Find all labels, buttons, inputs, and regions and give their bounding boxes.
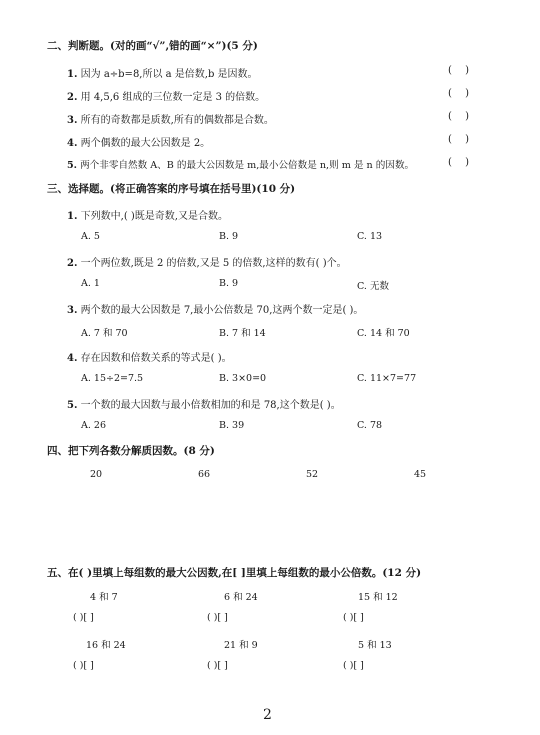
section-5-title: 五、在( )里填上每组数的最大公因数,在[ ]里填上每组数的最小公倍数。(12 分) — [47, 567, 422, 579]
option-b: B. 7 和 14 — [219, 328, 266, 339]
question-number: 1. — [67, 69, 78, 80]
gcd-lcm-blank: ( )[ ] — [73, 612, 94, 623]
question-number: 1. — [67, 211, 78, 222]
option-a: A. 1 — [81, 278, 100, 289]
number-pair: 6 和 24 — [224, 592, 258, 603]
number-to-factor: 20 — [90, 469, 103, 480]
question-text: 两个数的最大公因数是 7,最小公倍数是 70,这两个数一定是( )。 — [80, 305, 364, 316]
choice-question-1 — [67, 207, 228, 222]
question-number: 2. — [67, 258, 78, 269]
answer-parentheses: ( ) — [448, 157, 469, 168]
question-text: 两个非零自然数 A、B 的最大公因数是 m,最小公倍数是 n,则 m 是 n 的因数。 — [80, 160, 415, 171]
number-pair: 4 和 7 — [90, 592, 118, 603]
choice-question-5 — [67, 396, 341, 411]
choice-question-4 — [67, 349, 232, 364]
question-number: 2. — [67, 92, 78, 103]
judgment-question-2 — [67, 88, 265, 103]
question-number: 4. — [67, 353, 78, 364]
option-c: C. 13 — [357, 231, 383, 242]
question-number: 3. — [67, 115, 78, 126]
option-a: A. 15÷2=7.5 — [81, 373, 144, 384]
section-4-title: 四、把下列各数分解质因数。(8 分) — [47, 445, 215, 457]
gcd-lcm-blank: ( )[ ] — [207, 612, 228, 623]
option-b: B. 39 — [219, 420, 245, 431]
judgment-question-4 — [67, 134, 210, 149]
section-3-title: 三、选择题。(将正确答案的序号填在括号里)(10 分) — [47, 183, 296, 195]
number-pair: 16 和 24 — [86, 640, 126, 651]
judgment-question-5 — [67, 157, 414, 171]
question-text: 用 4,5,6 组成的三位数一定是 3 的倍数。 — [80, 92, 266, 103]
number-to-factor: 66 — [198, 469, 211, 480]
option-b: B. 3×0=0 — [219, 373, 267, 384]
question-text: 所有的奇数都是质数,所有的偶数都是合数。 — [80, 115, 274, 126]
question-text: 两个偶数的最大公因数是 2。 — [80, 138, 211, 149]
gcd-lcm-blank: ( )[ ] — [343, 612, 364, 623]
option-b: B. 9 — [219, 231, 239, 242]
question-text: 存在因数和倍数关系的等式是( )。 — [80, 353, 232, 364]
answer-parentheses: ( ) — [448, 134, 469, 145]
option-c: C. 11×7=77 — [357, 373, 417, 384]
gcd-lcm-blank: ( )[ ] — [207, 660, 228, 671]
section-2-title: 二、判断题。(对的画“√”,错的画“×”)(5 分) — [47, 40, 258, 52]
question-number: 3. — [67, 305, 78, 316]
gcd-lcm-blank: ( )[ ] — [343, 660, 364, 671]
answer-parentheses: ( ) — [448, 111, 469, 122]
answer-parentheses: ( ) — [448, 88, 469, 99]
judgment-question-3 — [67, 111, 274, 126]
choice-question-3 — [67, 301, 363, 316]
answer-parentheses: ( ) — [448, 65, 469, 76]
option-c: C. 无数 — [357, 281, 389, 292]
number-to-factor: 52 — [306, 469, 319, 480]
question-text: 一个数的最大因数与最小倍数相加的和是 78,这个数是( )。 — [80, 400, 341, 411]
question-number: 4. — [67, 138, 78, 149]
option-a: A. 26 — [81, 420, 106, 431]
option-b: B. 9 — [219, 278, 239, 289]
option-a: A. 5 — [81, 231, 100, 242]
number-pair: 5 和 13 — [358, 640, 392, 651]
question-number: 5. — [67, 160, 78, 171]
question-text: 一个两位数,既是 2 的倍数,又是 5 的倍数,这样的数有( )个。 — [80, 258, 347, 269]
number-pair: 15 和 12 — [358, 592, 398, 603]
option-a: A. 7 和 70 — [81, 328, 128, 339]
gcd-lcm-blank: ( )[ ] — [73, 660, 94, 671]
question-number: 5. — [67, 400, 78, 411]
choice-question-2 — [67, 254, 347, 269]
page-number: 2 — [263, 707, 272, 723]
question-text: 因为 a÷b=8,所以 a 是倍数,b 是因数。 — [80, 69, 258, 80]
judgment-question-1 — [67, 65, 258, 80]
number-pair: 21 和 9 — [224, 640, 258, 651]
option-c: C. 78 — [357, 420, 383, 431]
number-to-factor: 45 — [414, 469, 427, 480]
option-c: C. 14 和 70 — [357, 328, 410, 339]
question-text: 下列数中,( )既是奇数,又是合数。 — [80, 211, 228, 222]
